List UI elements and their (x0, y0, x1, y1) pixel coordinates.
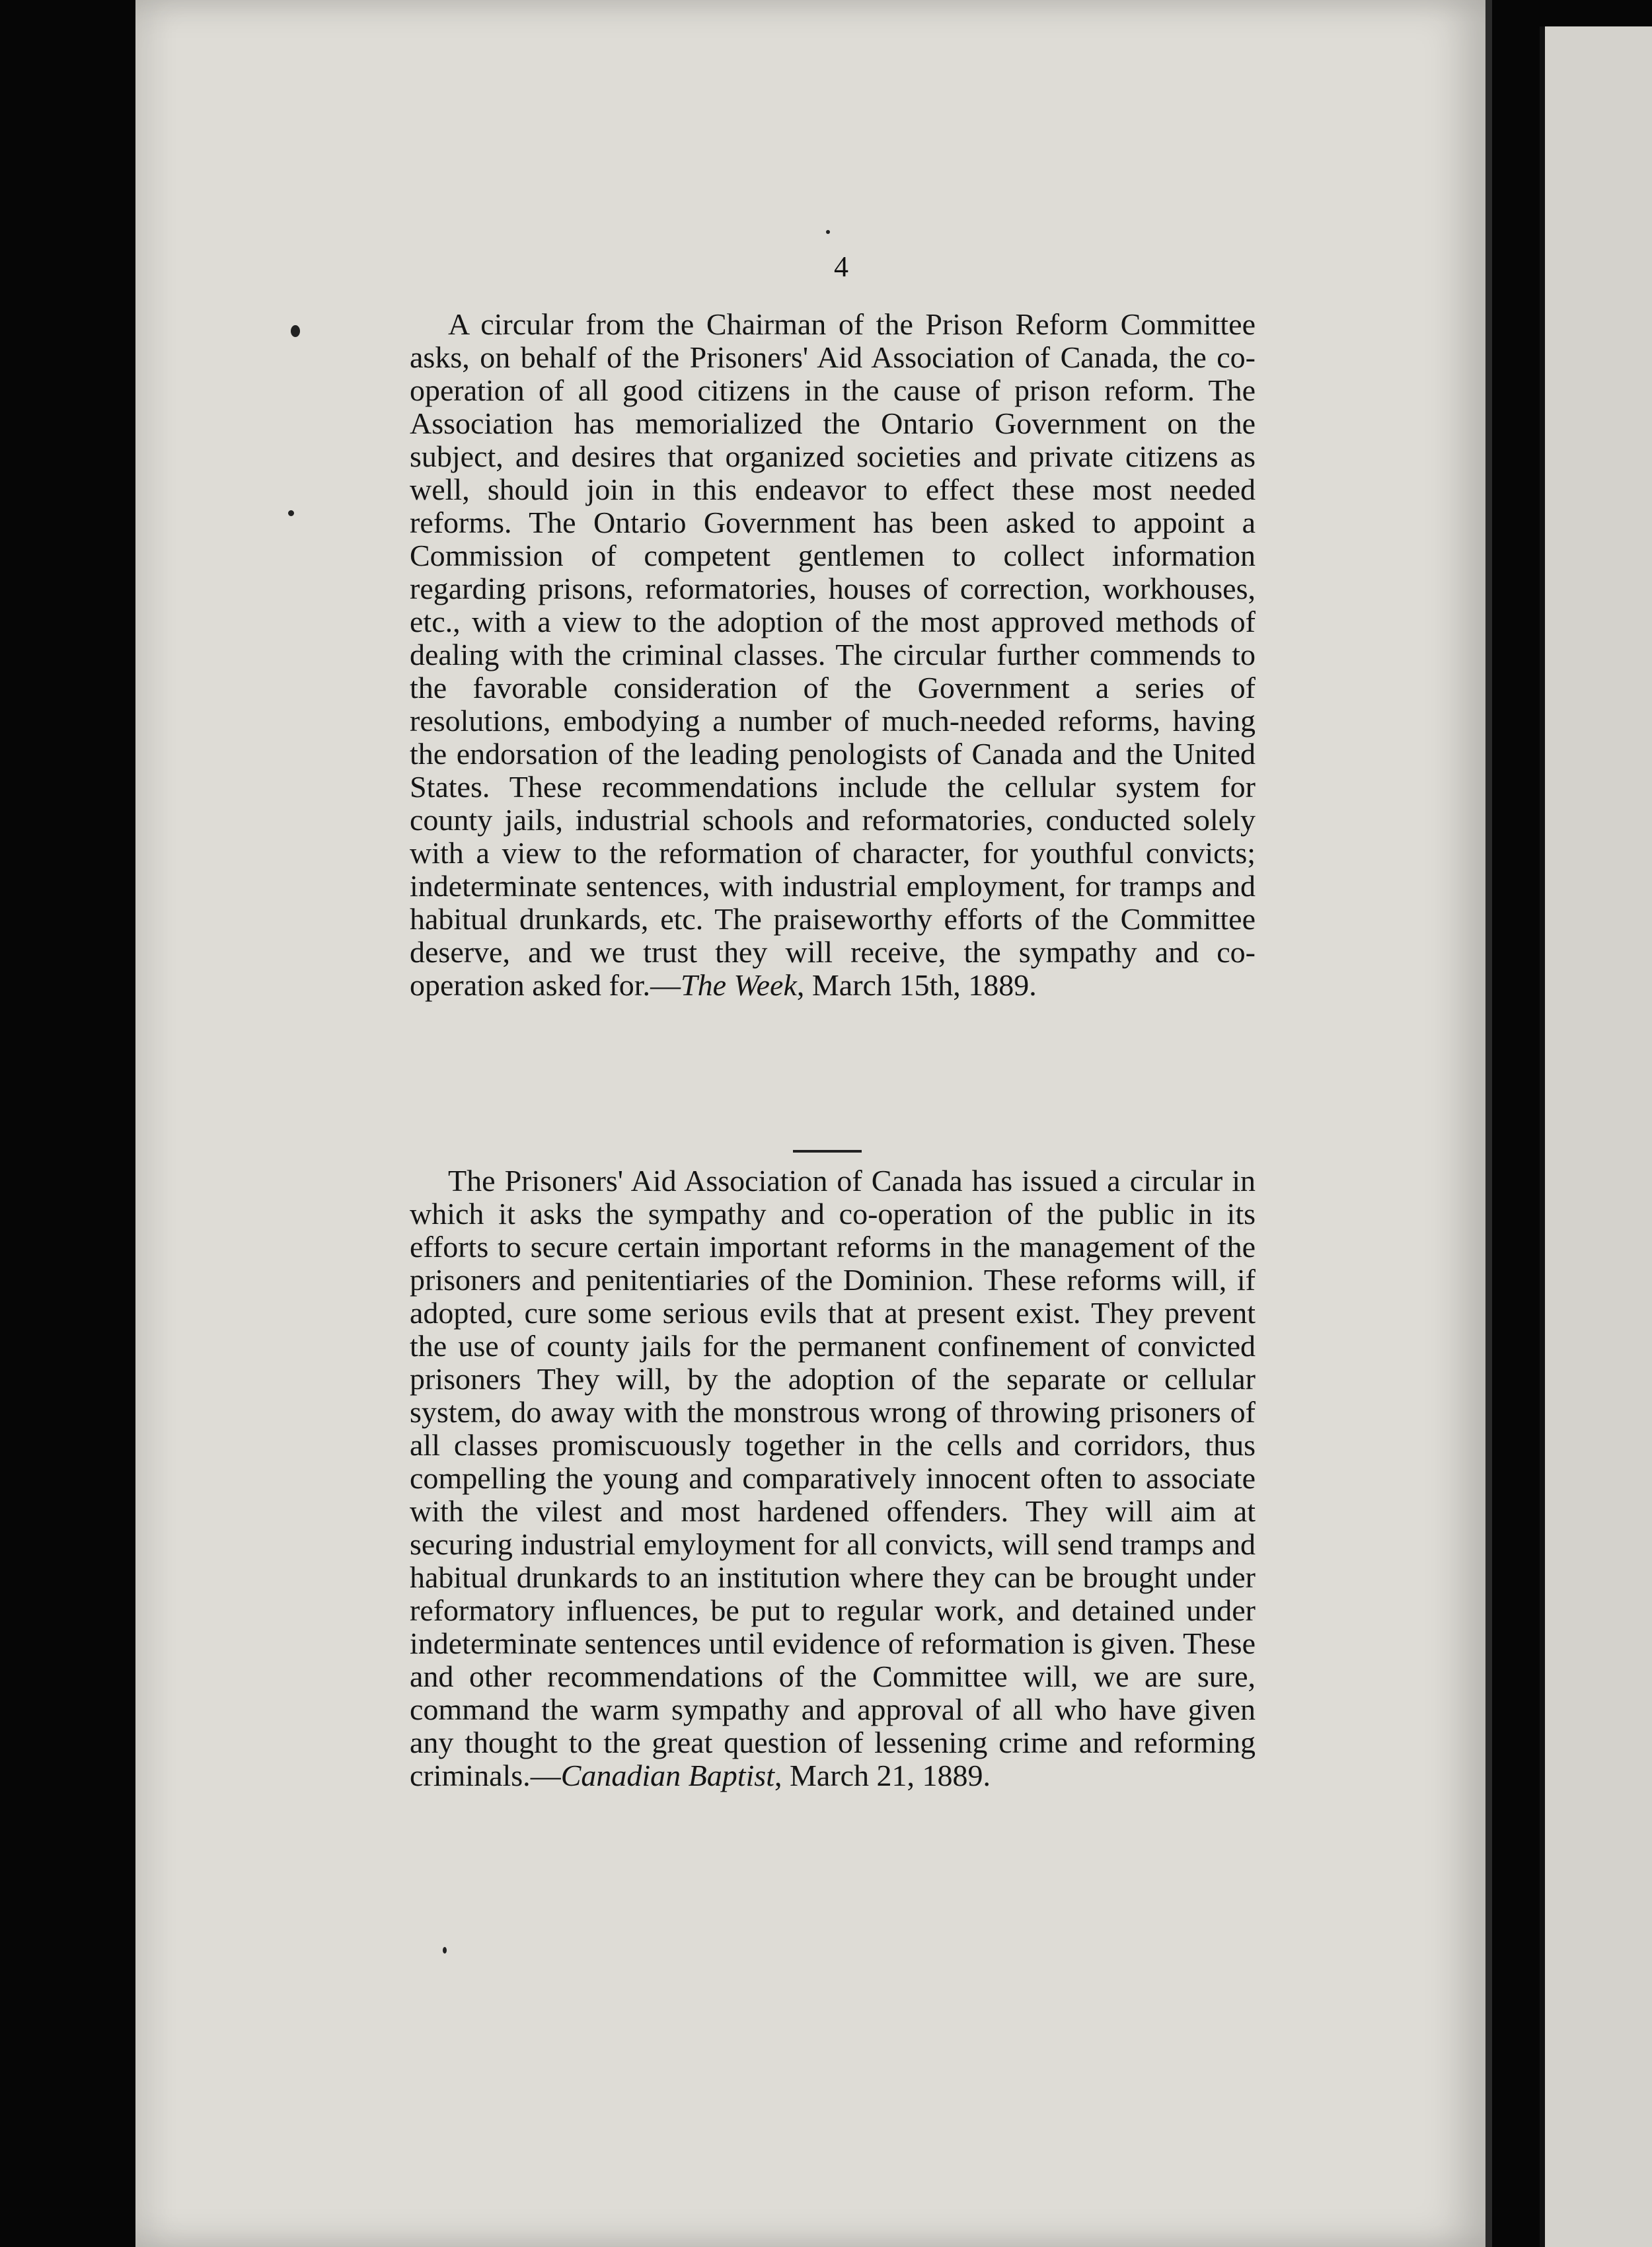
page-fold-shadow (1485, 0, 1492, 2247)
citation-source: The Week (681, 968, 797, 1002)
citation-date: , March 21, 1889. (774, 1759, 991, 1792)
section-divider (793, 1150, 862, 1153)
adjacent-page (1540, 26, 1652, 2247)
paragraph-text: The Prisoners' Aid Association of Canada has issued a circular in which it asks the sympathy and co-operation of the public in its efforts to secure certain important reforms in the management of the prisoners and penitentiaries of the Dominion. These reforms will, if adopted, cure some serious evils that at present exist. They prevent the use of county jails for the permanent confinement of convicted prisoners They will, by the adoption of the separate or cellular system, do away with the monstrous wrong of throwing prisoners of all classes promiscuously together in the cells and corridors, thus compelling the young and comparatively innocent often to associate with the vilest and most hardened offenders. They will aim at securing industrial emyloyment for all convicts, will send tramps and habitual drunkards to an institution where they can be brought under reformatory influences, be put to regular work, and detained under indeterminate sentences until evidence of reformation is given. These and other recommendations of the Committee will, we are sure, command the warm sympathy and approval of all who have given any thought to the great question of lessening crime and reforming criminals. (410, 1164, 1256, 1792)
article-canadian-baptist (410, 1164, 1256, 1792)
scan-speck (288, 510, 294, 516)
scan-speck (826, 230, 830, 234)
citation-source: Canadian Baptist (560, 1759, 774, 1792)
paragraph-body (410, 1164, 1256, 1792)
citation-date: , March 15th, 1889. (796, 968, 1037, 1002)
scan-speck (443, 1947, 447, 1954)
paragraph-body (410, 308, 1256, 1002)
paragraph-text: A circular from the Chairman of the Prison Reform Committee asks, on behalf of the Prisoners' Aid Association of Canada, the co-operation of all good citizens in the cause of prison reform. The Association has memorialized the Ontario Government on the subject, and desires that organized societies and private citizens as well, should join in this endeavor to effect these most needed reforms. The Ontario Government has been asked to appoint a Commission of competent gentlemen to collect information regarding prisons, reformatories, houses of correction, workhouses, etc., with a view to the adoption of the most approved methods of dealing with the criminal classes. The circular further commends to the favorable consideration of the Government a series of resolutions, embodying a number of much-needed reforms, having the endorsation of the leading penologists of Canada and the United States. These recommendations include the cellular system for county jails, industrial schools and reformatories, conducted solely with a view to the reformation of character, for youthful convicts; indeterminate sentences, with industrial employment, for tramps and habitual drunkards, etc. The praiseworthy efforts of the Committee deserve, and we trust they will receive, the sympathy and co-operation asked for. (410, 307, 1256, 1002)
citation-dash: — (650, 968, 681, 1002)
scan-speck (291, 325, 300, 337)
citation-dash: — (530, 1759, 561, 1792)
page-number: 4 (834, 250, 848, 283)
adjacent-page-edge (1540, 26, 1545, 2247)
article-the-week (410, 308, 1256, 1002)
